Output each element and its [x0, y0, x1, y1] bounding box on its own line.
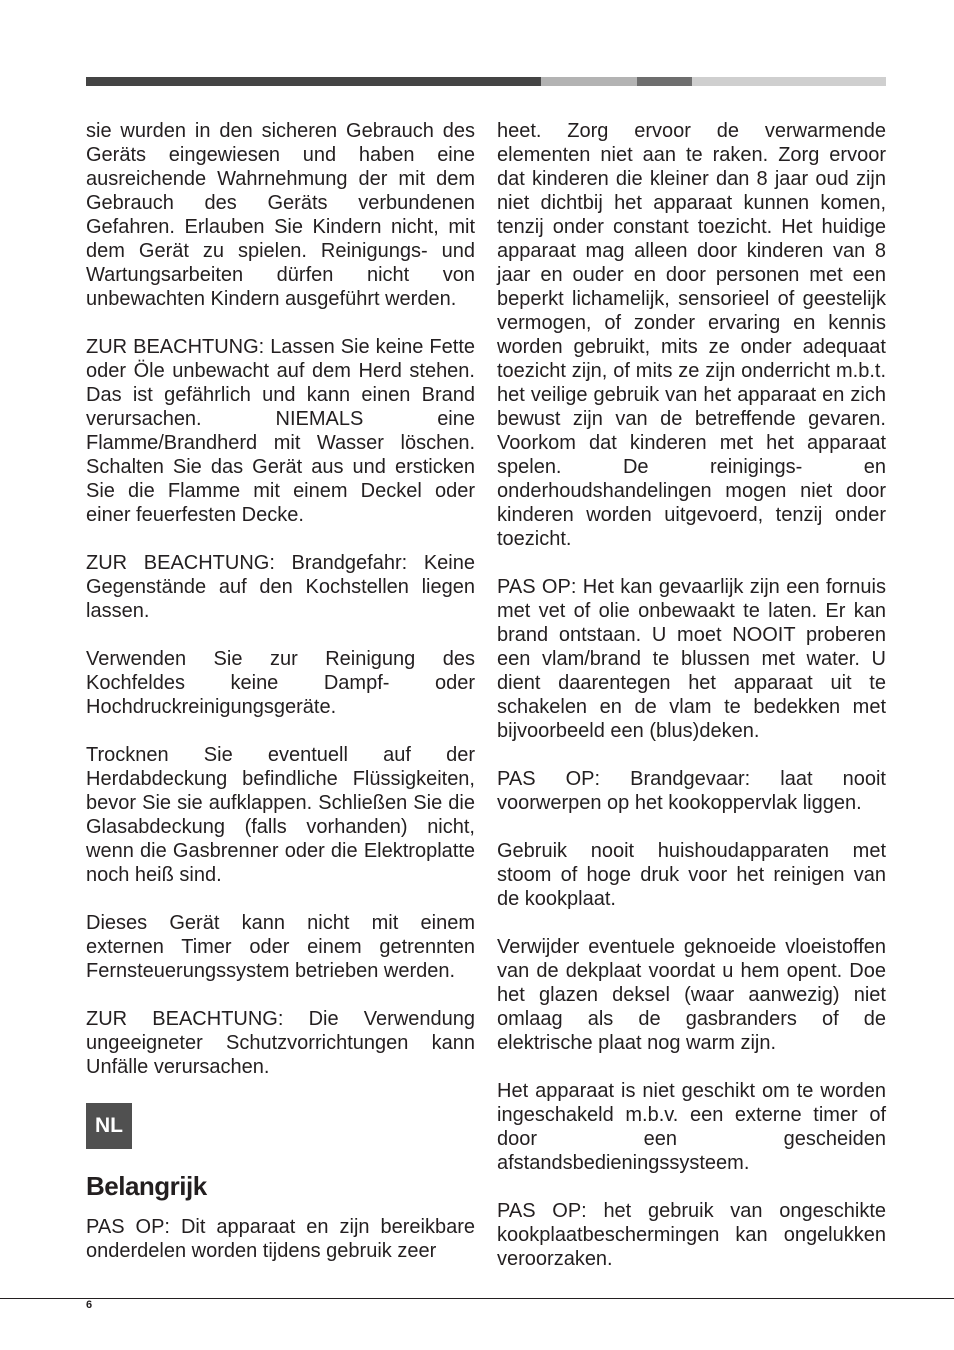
paragraph: PAS OP: het gebruik van ongeschikte kookplaatbeschermingen kan ongelukken veroorzaken.	[497, 1200, 886, 1270]
paragraph: heet. Zorg ervoor de verwarmende elementen niet aan te raken. Zorg ervoor dat kinderen die kleiner dan 8 jaar oud zijn niet dichtbij het apparaat kunnen komen, tenzij onder constant toezicht. Het huidige apparaat mag alleen door kinderen van 8 jaar en ouder en door personen met een beperkt lichamelijk, sensorieel of geestelijk vermogen, of zonder ervaring en kennis worden gebruikt, mits ze onder adequaat toezicht zijn, of mits ze zijn onderricht m.b.t. het veilige gebruik van het apparaat en zich bewust zijn van de betreffende gevaren. Voorkom dat kinderen met het apparaat spelen. De reinigings- en onderhoudshandelingen mogen niet door kinderen worden uitgevoerd, tenzij onder toezicht.	[497, 120, 886, 550]
page-number: 6	[86, 1299, 93, 1311]
left-column	[86, 119, 475, 1287]
paragraph: Het apparaat is niet geschikt om te worden ingeschakeld m.b.v. een externe timer of door een gescheiden afstandsbedieningssysteem.	[497, 1080, 886, 1174]
paragraph: ZUR BEACHTUNG: Lassen Sie keine Fette oder Öle unbewacht auf dem Herd stehen. Das ist gefährlich und kann einen Brand verursachen. NIEMALS eine Flamme/Brandherd mit Wasser löschen. Schalten Sie das Gerät aus und ersticken Sie die Flamme mit einem Deckel oder einer feuerfesten Decke.	[86, 336, 475, 526]
paragraph: PAS OP: Brandgevaar: laat nooit voorwerpen op het kookoppervlak liggen.	[497, 768, 886, 814]
header-bar-segment-light	[541, 77, 637, 86]
header-bar-segment-dark	[86, 77, 541, 86]
paragraph: sie wurden in den sicheren Gebrauch des Geräts eingewiesen und haben eine ausreichende Wahrnehmung der mit dem Gebrauch des Geräts verbundenen Gefahren. Erlauben Sie Kindern nicht, mit dem Gerät zu spielen. Reinigungs- und Wartungsarbeiten dürfen nicht von unbewachten Kindern ausgeführt werden.	[86, 120, 475, 310]
paragraph: ZUR BEACHTUNG: Die Verwendung ungeeigneter Schutzvorrichtungen kann Unfälle verursachen.	[86, 1008, 475, 1078]
paragraph: Gebruik nooit huishoudapparaten met stoom of hoge druk voor het reinigen van de kookplaat.	[497, 840, 886, 910]
section-title: Belangrijk	[86, 1171, 207, 1201]
paragraph: ZUR BEACHTUNG: Brandgefahr: Keine Gegenstände auf den Kochstellen liegen lassen.	[86, 552, 475, 622]
footer-rule	[0, 1298, 954, 1299]
paragraph: Verwenden Sie zur Reinigung des Kochfeldes keine Dampf- oder Hochdruckreinigungsgeräte.	[86, 648, 475, 718]
paragraph: Dieses Gerät kann nicht mit einem externen Timer oder einem getrennten Fernsteuerungssystem betrieben werden.	[86, 912, 475, 982]
paragraph: Verwijder eventuele geknoeide vloeistoffen van de dekplaat voordat u hem opent. Doe het glazen deksel (waar aanwezig) niet omlaag als de gasbranders of de elektrische plaat nog warm zijn.	[497, 936, 886, 1054]
paragraph: PAS OP: Dit apparaat en zijn bereikbare onderdelen worden tijdens gebruik zeer	[86, 1216, 475, 1262]
language-badge: NL	[86, 1103, 132, 1149]
right-column	[497, 119, 886, 1295]
paragraph: PAS OP: Het kan gevaarlijk zijn een fornuis met vet of olie onbewaakt te laten. Er kan brand ontstaan. U moet NOOIT proberen een vlam/brand te blussen met water. U dient daarentegen het apparaat uit te schakelen en de vlam te bedekken met bijvoorbeeld een (blus)deken.	[497, 576, 886, 742]
header-bar-segment-pale	[692, 77, 886, 86]
paragraph: Trocknen Sie eventuell auf der Herdabdeckung befindliche Flüssigkeiten, bevor Sie sie aufklappen. Schließen Sie die Glasabdeckung (falls vorhanden) nicht, wenn die Gasbrenner oder die Elektroplatte noch heiß sind.	[86, 744, 475, 886]
header-bar-segment-mid	[637, 77, 692, 86]
header-color-bar	[86, 77, 886, 86]
